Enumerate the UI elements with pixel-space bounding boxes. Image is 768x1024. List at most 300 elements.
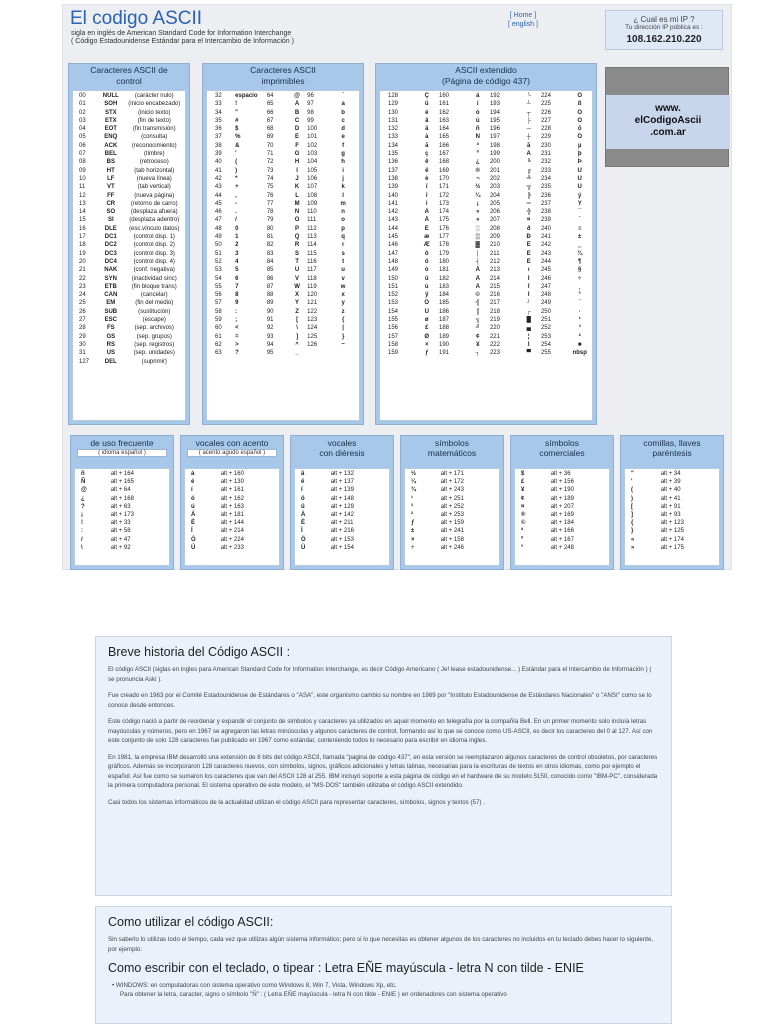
table-row: [515, 495, 609, 503]
table-cell: 122: [307, 308, 318, 315]
table-cell: (carácter nulo): [134, 93, 174, 99]
table-cell: 91: [266, 317, 274, 324]
table-cell: 167: [438, 151, 449, 158]
table-row: [388, 216, 592, 224]
table-cell: 176: [438, 225, 449, 232]
shortcut-panel: [180, 435, 284, 570]
table-cell: │: [475, 250, 480, 257]
table-row: [215, 92, 359, 100]
table-row: [388, 316, 592, 324]
table-row: [405, 495, 499, 503]
table-cell: 86: [266, 275, 274, 282]
shortcut-char: ë: [301, 479, 305, 486]
table-cell: 112: [307, 225, 317, 232]
table-cell: 96: [307, 93, 314, 99]
shortcut-char: ¿: [81, 495, 85, 502]
table-cell: a: [341, 101, 345, 108]
table-cell: (fin bloque trans): [131, 283, 177, 290]
ip-question[interactable]: ¿ Cual es mi IP ?: [633, 15, 695, 24]
table-cell: ║: [475, 308, 480, 315]
table-cell: 168: [438, 159, 449, 166]
table-row: [215, 225, 359, 233]
table-cell: 118: [307, 275, 317, 282]
table-cell: 185: [438, 300, 449, 307]
printable-chars-title: Caracteres ASCII imprimibles: [250, 65, 316, 86]
table-cell: r: [341, 242, 345, 249]
table-cell: Æ: [423, 242, 430, 249]
table-row: [295, 503, 389, 511]
table-row: [295, 470, 389, 478]
table-cell: 16: [79, 225, 86, 232]
table-row: [79, 92, 185, 100]
table-cell: -: [235, 200, 238, 207]
table-cell: Ò: [577, 117, 583, 124]
table-cell: ÿ: [425, 292, 429, 299]
table-cell: v: [341, 275, 345, 282]
shortcut-char: ö: [301, 495, 305, 502]
table-cell: 89: [266, 300, 274, 307]
table-cell: 152: [388, 292, 399, 299]
table-cell: ¬: [475, 175, 480, 182]
table-cell: 197: [489, 134, 500, 141]
table-row: [388, 200, 592, 208]
table-cell: 209: [489, 234, 500, 241]
table-row: [625, 511, 719, 519]
table-cell: û: [424, 275, 429, 282]
table-cell: 144: [388, 225, 399, 232]
table-cell: 201: [489, 167, 500, 174]
shortcut-char: {: [631, 520, 634, 527]
shortcut-code: alt + 166: [550, 528, 574, 535]
table-cell: *: [235, 175, 238, 182]
howto-list-item: Para obtener la letra, caracter, signo o símbolo "Ñ" : ( Letra EÑE mayúscula - letra N con tilde - ENIE ) en ordenadores con sistema operativo: [120, 991, 507, 998]
table-row: [515, 544, 609, 552]
table-cell: ┤: [475, 258, 480, 265]
table-cell: ┴: [526, 101, 531, 108]
shortcut-code: alt + 34: [660, 471, 681, 477]
table-row: [215, 308, 359, 316]
table-cell: °: [578, 292, 581, 299]
table-cell: 36: [215, 126, 222, 133]
table-cell: [: [296, 317, 299, 324]
shortcut-table: [624, 468, 720, 566]
table-cell: CAN: [104, 292, 118, 299]
table-cell: \: [296, 325, 298, 332]
shortcut-panel-title: comillas, llaves paréntesis: [643, 438, 701, 458]
table-cell: ï: [425, 184, 428, 191]
table-cell: S: [295, 250, 300, 257]
table-cell: 33: [215, 101, 222, 108]
table-cell: æ: [424, 234, 430, 241]
table-cell: Ø: [424, 333, 430, 340]
table-cell: 72: [266, 159, 274, 166]
table-cell: ¿: [475, 159, 480, 166]
shortcut-panel-subtitle: ( idioma español ): [77, 449, 167, 457]
table-row: [215, 258, 359, 266]
shortcut-char: !: [81, 520, 83, 527]
table-cell: (reconocimiento): [131, 142, 177, 149]
shortcut-code: alt + 47: [110, 536, 131, 543]
table-cell: ,: [235, 192, 237, 199]
table-cell: ß: [577, 101, 582, 108]
table-cell: 90: [266, 308, 274, 315]
table-cell: 46: [215, 209, 222, 216]
shortcut-char: ]: [631, 511, 633, 518]
table-cell: ═: [526, 200, 531, 207]
table-cell: 172: [438, 192, 449, 199]
table-cell: 204: [489, 192, 500, 199]
shortcut-char: [: [631, 503, 633, 510]
table-cell: 141: [388, 200, 399, 207]
table-cell: d: [341, 126, 345, 133]
table-row: [515, 527, 609, 535]
table-cell: ½: [475, 184, 481, 191]
table-cell: ñ: [475, 126, 480, 133]
table-cell: z: [341, 308, 345, 315]
table-cell: q: [341, 234, 345, 241]
table-cell: ¤: [527, 217, 531, 224]
table-cell: ð: [526, 225, 531, 232]
table-cell: 158: [388, 341, 399, 348]
table-cell: (conf. negativa): [133, 267, 175, 274]
table-cell: f: [342, 142, 345, 149]
table-row: [388, 324, 592, 332]
table-cell: I: [296, 167, 298, 174]
shortcut-code: alt + 92: [110, 544, 131, 551]
table-row: [75, 536, 169, 544]
table-row: [388, 183, 592, 191]
shortcut-code: alt + 167: [550, 536, 574, 543]
table-row: [405, 470, 499, 478]
table-cell: D: [294, 126, 300, 133]
table-cell: 225: [540, 101, 551, 108]
table-row: [79, 341, 185, 349]
table-cell: 110: [307, 209, 317, 216]
table-cell: 174: [438, 209, 449, 216]
table-row: [75, 519, 169, 527]
table-cell: 84: [266, 258, 274, 265]
table-cell: 215: [489, 283, 500, 290]
table-row: [515, 478, 609, 486]
table-cell: 234: [540, 175, 551, 182]
table-cell: ░: [475, 225, 480, 232]
shortcut-char: @: [81, 487, 87, 494]
table-cell: (nueva línea): [136, 175, 172, 182]
history-paragraph: Fue creado en 1963 por el Comité Estadounidense de Estándares o "ASA", este organismo cambio su nombre en 1969 por "Instituto Estadounidense de Estándares Nacionales" o "ANSI" como se lo conoce desde entonces.: [108, 692, 652, 709]
table-row: [215, 291, 359, 299]
shortcut-code: alt + 39: [660, 479, 681, 486]
table-cell: 117: [307, 267, 317, 274]
table-cell: 191: [438, 350, 449, 357]
shortcut-code: alt + 144: [220, 520, 244, 527]
table-cell: ÷: [578, 275, 582, 282]
home-link[interactable]: [ Home ]: [509, 12, 537, 19]
table-cell: 102: [307, 142, 318, 149]
table-row: [79, 266, 185, 274]
table-cell: 25: [79, 300, 86, 307]
table-row: [388, 283, 592, 291]
table-cell: 121: [307, 300, 318, 307]
table-cell: 175: [438, 217, 449, 224]
table-cell: 205: [489, 200, 500, 207]
table-cell: 229: [540, 134, 551, 141]
table-cell: (desplaza adentro): [129, 217, 180, 224]
english-link[interactable]: [ english ]: [508, 21, 538, 28]
table-cell: 02: [79, 109, 86, 116]
howto-list-item: • WINDOWS: en computadoras con sistema operativo como Windows 8, Win 7, Vista, Windows Xp, etc.: [112, 982, 397, 989]
table-cell: ┘: [526, 300, 531, 307]
table-cell: ): [235, 167, 238, 174]
table-row: [388, 349, 592, 357]
table-cell: _: [295, 350, 299, 357]
table-cell: 232: [540, 159, 551, 166]
table-row: [79, 258, 185, 266]
table-row: [405, 536, 499, 544]
shortcut-table: [184, 468, 280, 566]
history-title: Breve historia del Código ASCII :: [108, 645, 291, 659]
shortcut-char: ³: [411, 503, 413, 510]
table-row: [388, 291, 592, 299]
table-cell: 18: [79, 242, 86, 249]
table-cell: 193: [489, 101, 500, 108]
table-row: [295, 511, 389, 519]
shortcut-char: ¥: [521, 487, 525, 494]
table-row: [185, 486, 279, 494]
table-cell: ': [235, 151, 237, 158]
table-cell: 97: [307, 101, 314, 108]
shortcut-code: alt + 184: [550, 520, 574, 527]
table-row: [79, 183, 185, 191]
table-cell: ¸: [578, 283, 581, 290]
table-row: [388, 266, 592, 274]
table-cell: 85: [266, 267, 274, 274]
table-cell: ü: [424, 101, 429, 108]
table-row: [185, 495, 279, 503]
table-cell: ©: [475, 292, 480, 299]
table-cell: 222: [489, 341, 500, 348]
table-cell: w: [340, 283, 346, 290]
shortcut-code: alt + 171: [440, 471, 464, 477]
table-cell: DC1: [104, 234, 117, 241]
table-row: [625, 519, 719, 527]
shortcut-char: ª: [521, 528, 524, 535]
table-cell: 249: [540, 300, 551, 307]
table-cell: ┼: [526, 134, 531, 141]
table-row: [388, 100, 592, 108]
table-cell: ¼: [475, 192, 481, 199]
table-cell: EM: [106, 300, 116, 307]
table-cell: H: [294, 159, 300, 166]
table-cell: 169: [438, 167, 449, 174]
table-cell: STX: [104, 109, 117, 116]
table-row: [388, 109, 592, 117]
table-cell: Ó: [577, 93, 583, 99]
shortcut-char: º: [521, 536, 524, 543]
table-cell: 244: [540, 258, 551, 265]
table-cell: 166: [438, 142, 449, 149]
shortcut-code: alt + 164: [110, 471, 134, 477]
table-row: [215, 150, 359, 158]
table-row: [388, 233, 592, 241]
shortcut-char: Ö: [301, 536, 306, 543]
table-cell: ╬: [526, 209, 531, 216]
shortcut-char: Ñ: [81, 479, 86, 486]
table-row: [79, 275, 185, 283]
table-cell: 78: [266, 209, 274, 216]
table-cell: |: [342, 325, 344, 332]
table-row: [515, 536, 609, 544]
table-cell: 247: [540, 283, 551, 290]
table-cell: J: [295, 175, 299, 182]
table-cell: 53: [215, 267, 222, 274]
history-paragraph: En 1981, la empresa IBM desarrolló una extensión de 8 bits del código ASCII, llamada "pagina de código 437", en esta versión se reemplazaron algunos caracteres de control obsoletos, por caracteres gráficos. Además se incorporaron 128 caracteres nuevos, con símbolos, signos, gráficos adicionales y letras latinas, necesarias para la escrituras de textos en otros idiomas, como por ejemplo el español. Así fue como se sumaron los caracteres que van del ASCII 128 al 255. IBM incluyó soporte a esta página de código en el hardware de su modelo 5150, conocido como "IBM-PC", considerada la primera computadora personal. El sistema operativo de este modelo, el "MS-DOS" también utilizaba el código ASCII extendido.: [108, 753, 658, 789]
table-cell: Ú: [577, 167, 582, 174]
table-row: [388, 241, 592, 249]
table-cell: 199: [489, 151, 500, 158]
table-cell: ┬: [526, 109, 531, 116]
table-cell: (inicio texto): [138, 109, 171, 116]
table-cell: 202: [489, 175, 500, 182]
table-cell: 95: [266, 350, 274, 357]
table-cell: l: [342, 192, 344, 199]
shortcut-code: alt + 163: [220, 503, 244, 510]
table-cell: Q: [294, 234, 300, 241]
shortcut-code: alt + 160: [220, 471, 244, 477]
table-cell: DC2: [104, 242, 117, 249]
table-cell: 195: [489, 117, 500, 124]
shortcut-code: alt + 233: [220, 544, 244, 551]
table-cell: ²: [578, 333, 581, 340]
history-section: [95, 636, 672, 896]
shortcut-panel-title: símbolos comerciales: [539, 438, 585, 458]
table-cell: o: [341, 217, 345, 224]
shortcut-code: alt + 41: [660, 495, 681, 502]
table-row: [215, 158, 359, 166]
table-cell: 61: [215, 333, 222, 340]
shortcut-code: alt + 33: [110, 520, 131, 527]
table-cell: 60: [215, 325, 222, 332]
table-cell: B: [294, 109, 300, 116]
shortcut-char: »: [631, 544, 635, 551]
table-row: [79, 133, 185, 141]
table-cell: (fin de texto): [137, 117, 171, 124]
shortcut-char: ": [631, 471, 634, 477]
table-cell: 151: [388, 283, 399, 290]
shortcut-code: alt + 64: [110, 487, 131, 494]
table-cell: à: [425, 134, 429, 141]
table-cell: 63: [215, 350, 222, 357]
table-cell: 140: [388, 192, 399, 199]
shortcut-char: ±: [411, 528, 415, 535]
shortcut-panel: [290, 435, 394, 570]
table-cell: 188: [438, 325, 449, 332]
table-row: [79, 175, 185, 183]
table-row: [388, 92, 592, 100]
table-cell: DC3: [104, 250, 117, 257]
table-cell: 111: [307, 217, 317, 224]
table-cell: í: [476, 101, 479, 108]
table-cell: ]: [296, 333, 299, 340]
table-cell: h: [341, 159, 345, 166]
table-cell: █: [526, 317, 531, 324]
table-cell: ESC: [104, 317, 117, 324]
table-cell: >: [235, 341, 239, 348]
table-cell: Þ: [577, 159, 582, 166]
table-row: [215, 266, 359, 274]
table-cell: ±: [578, 234, 582, 241]
table-cell: 177: [438, 234, 449, 241]
table-cell: 06: [79, 142, 86, 149]
table-cell: 57: [215, 300, 222, 307]
shortcut-panel: [510, 435, 614, 570]
table-cell: 119: [307, 283, 317, 290]
shortcut-code: alt + 159: [440, 520, 464, 527]
shortcut-code: alt + 190: [550, 487, 574, 494]
table-row: [295, 486, 389, 494]
table-cell: 187: [438, 317, 449, 324]
table-cell: `: [342, 93, 345, 99]
table-cell: 27: [79, 317, 86, 324]
table-cell: 81: [266, 234, 274, 241]
promo-site-name[interactable]: www. elCodigoAscii .com.ar: [606, 95, 730, 149]
table-cell: ý: [578, 192, 582, 199]
table-cell: Ð: [526, 234, 531, 241]
table-cell: 240: [540, 225, 551, 232]
table-cell: 211: [489, 250, 500, 257]
table-cell: 162: [438, 109, 449, 116]
table-cell: 221: [489, 333, 500, 340]
shortcut-code: alt + 252: [440, 503, 464, 510]
table-cell: 32: [215, 93, 222, 99]
language-links: [508, 11, 538, 29]
table-row: [185, 511, 279, 519]
table-cell: 28: [79, 325, 86, 332]
table-cell: 165: [438, 134, 449, 141]
table-cell: 160: [438, 93, 449, 99]
table-cell: 20: [79, 258, 86, 265]
table-cell: é: [425, 109, 429, 116]
table-cell: 220: [489, 325, 500, 332]
shortcut-char: ü: [301, 503, 305, 510]
table-cell: (retorno de carro): [130, 200, 178, 207]
table-cell: ƒ: [425, 350, 429, 357]
table-row: [295, 478, 389, 486]
table-row: [625, 536, 719, 544]
shortcut-char: Ü: [301, 544, 306, 551]
shortcut-code: alt + 175: [660, 544, 684, 551]
table-cell: 241: [540, 234, 551, 241]
table-cell: 125: [307, 333, 318, 340]
table-row: [625, 495, 719, 503]
table-cell: 219: [489, 317, 500, 324]
table-cell: 107: [307, 184, 318, 191]
table-row: [75, 478, 169, 486]
table-row: [79, 250, 185, 258]
table-row: [388, 333, 592, 341]
table-cell: 12: [79, 192, 86, 199]
table-cell: 99: [307, 117, 314, 124]
shortcut-code: alt + 158: [440, 536, 464, 543]
table-cell: U: [294, 267, 300, 274]
table-cell: Y: [295, 300, 300, 307]
table-cell: ¥: [476, 341, 480, 348]
table-cell: (sep. archivos): [134, 325, 174, 332]
promo-banner[interactable]: [605, 67, 729, 167]
table-row: [79, 333, 185, 341]
table-cell: 154: [388, 308, 399, 315]
table-row: [388, 142, 592, 150]
table-cell: └: [526, 93, 531, 99]
